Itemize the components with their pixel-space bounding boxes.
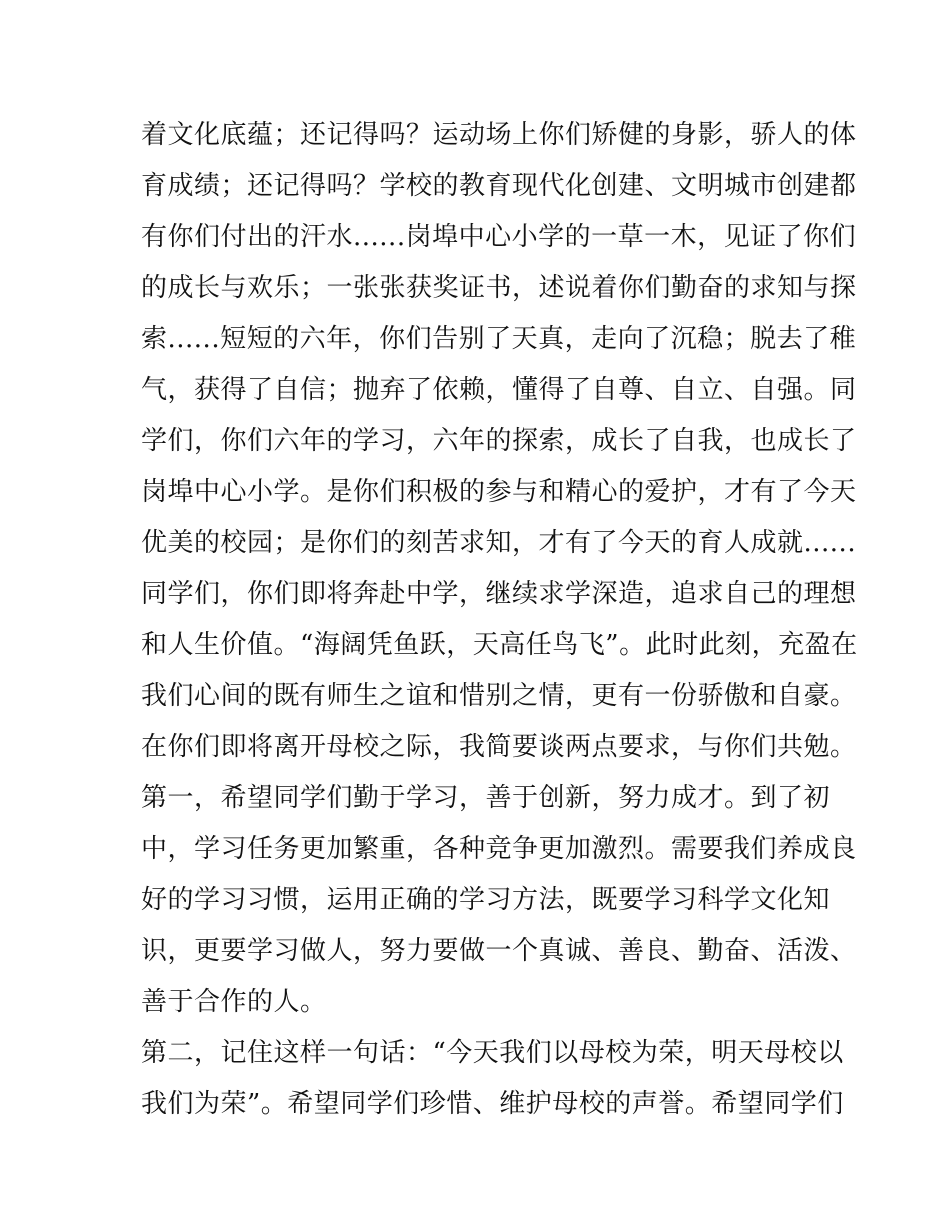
- text-line: 优美的校园；是你们的刻苦求知，才有了今天的育人成就......: [141, 528, 857, 558]
- text-line: 善于合作的人。: [141, 987, 327, 1017]
- text-line: 同学们，你们即将奔赴中学，继续求学深造，追求自己的理想: [141, 579, 857, 609]
- document-body: [141, 110, 858, 1130]
- text-line: 的成长与欢乐；一张张获奖证书，述说着你们勤奋的求知与探: [141, 273, 857, 303]
- text-line: 第一，希望同学们勤于学习，善于创新，努力成才。到了初: [141, 783, 831, 813]
- text-line: 有你们付出的汗水......岗埠中心小学的一草一木，见证了你们: [141, 222, 857, 252]
- text-line: 和人生价值。“海阔凭鱼跃，天高任鸟飞”。此时此刻，充盈在: [141, 630, 858, 660]
- text-line: 第二，记住这样一句话：“今天我们以母校为荣，明天母校以: [141, 1038, 844, 1068]
- text-line: 着文化底蕴；还记得吗？运动场上你们矫健的身影，骄人的体: [141, 120, 857, 150]
- text-line: 中，学习任务更加繁重，各种竞争更加激烈。需要我们养成良: [141, 834, 857, 864]
- text-line: 气，获得了自信；抛弃了依赖，懂得了自尊、自立、自强。同: [141, 375, 857, 405]
- text-line: 育成绩；还记得吗？学校的教育现代化创建、文明城市创建都: [141, 171, 857, 201]
- text-line: 我们心间的既有师生之谊和惜别之情，更有一份骄傲和自豪。: [141, 681, 857, 711]
- text-line: 索......短短的六年，你们告别了天真，走向了沉稳；脱去了稚: [141, 324, 857, 354]
- text-line: 在你们即将离开母校之际，我简要谈两点要求，与你们共勉。: [141, 732, 857, 762]
- text-line: 岗埠中心小学。是你们积极的参与和精心的爱护，才有了今天: [141, 477, 857, 507]
- text-line: 识，更要学习做人，努力要做一个真诚、善良、勤奋、活泼、: [141, 936, 857, 966]
- text-line: 我们为荣”。希望同学们珍惜、维护母校的声誉。希望同学们: [141, 1089, 844, 1119]
- text-line: 学们，你们六年的学习，六年的探索，成长了自我，也成长了: [141, 426, 857, 456]
- text-line: 好的学习习惯，运用正确的学习方法，既要学习科学文化知: [141, 885, 831, 915]
